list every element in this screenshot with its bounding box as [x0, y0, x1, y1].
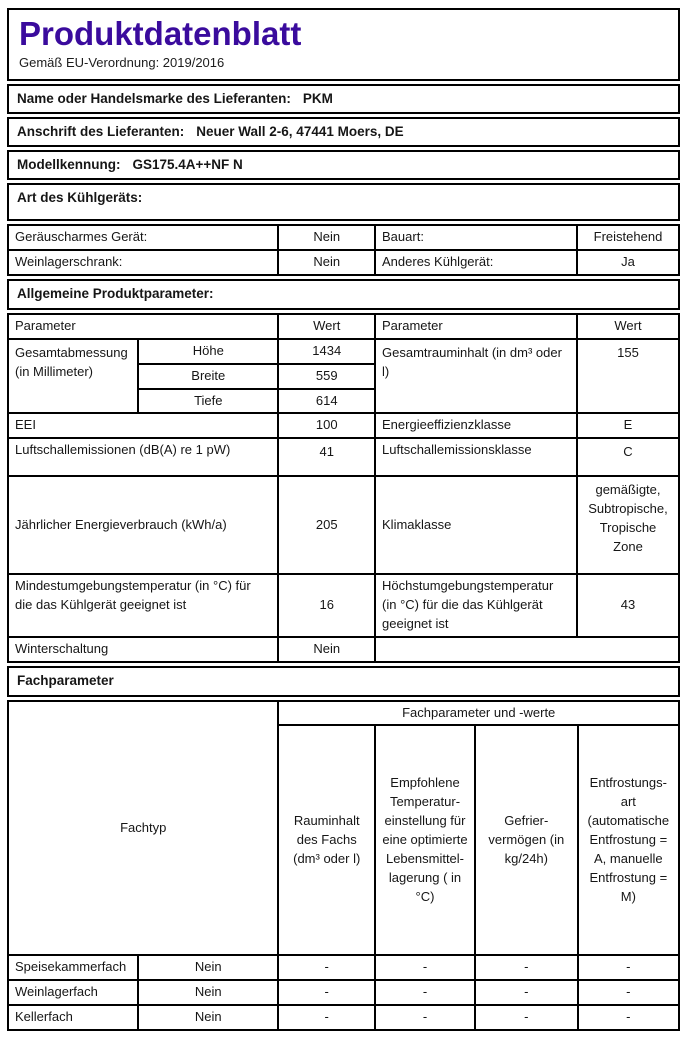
column-header: Wert [278, 314, 375, 339]
model-id-label: Modellkennung: [17, 157, 121, 172]
dimension-name: Tiefe [138, 389, 278, 414]
param-value: Nein [278, 250, 375, 275]
table-row [8, 637, 679, 662]
param-value: Nein [278, 225, 375, 250]
appliance-type-row [7, 183, 680, 221]
param-label: Winterschaltung [8, 637, 278, 662]
fach-value: - [278, 980, 375, 1005]
param-value: Nein [278, 637, 375, 662]
dimension-value: 559 [278, 364, 375, 389]
table-row [8, 438, 679, 476]
supplier-address-value: Neuer Wall 2-6, 47441 Moers, DE [196, 124, 404, 139]
supplier-address-label: Anschrift des Lieferanten: [17, 124, 185, 139]
param-value: 16 [278, 574, 375, 637]
param-label: Luftschallemissionen (dB(A) re 1 pW) [8, 438, 278, 476]
fach-value: - [375, 955, 475, 980]
dimension-name: Breite [138, 364, 278, 389]
appliance-type-label: Art des Kühlgeräts: [17, 190, 143, 205]
title-section [7, 8, 680, 81]
table-header-row [8, 701, 679, 726]
param-label: Höchstumgebungstemperatur (in °C) für die das Kühlgerät geeignet ist [375, 574, 577, 637]
fach-value: - [375, 1005, 475, 1030]
param-value: E [577, 413, 679, 438]
fach-value: - [578, 1005, 679, 1030]
general-parameters-table [7, 313, 680, 663]
table-row [8, 574, 679, 637]
param-label: Gesamtrauminhalt (in dm³ oder l) [375, 339, 577, 414]
table-row [8, 413, 679, 438]
param-label: Geräuscharmes Gerät: [8, 225, 278, 250]
empty-cell [375, 637, 679, 662]
param-value: 100 [278, 413, 375, 438]
fach-value: - [578, 955, 679, 980]
fach-value: - [475, 1005, 578, 1030]
fach-present: Nein [138, 955, 278, 980]
fach-value: - [375, 980, 475, 1005]
fachtyp-name: Weinlagerfach [8, 980, 138, 1005]
fach-present: Nein [138, 1005, 278, 1030]
column-header: Parameter [375, 314, 577, 339]
column-header: Rauminhalt des Fachs (dm³ oder l) [278, 725, 375, 955]
fach-value: - [278, 1005, 375, 1030]
compartment-table [7, 700, 680, 1031]
table-header-row [8, 314, 679, 339]
param-label: Gesamtabmessung (in Millimeter) [8, 339, 138, 414]
dimension-value: 1434 [278, 339, 375, 364]
fach-value: - [278, 955, 375, 980]
param-label: Jährlicher Energieverbrauch (kWh/a) [8, 476, 278, 574]
param-label: Anderes Kühlgerät: [375, 250, 577, 275]
table-row [8, 476, 679, 574]
model-id-row [7, 150, 680, 180]
group-header: Fachparameter und -werte [278, 701, 679, 726]
param-value: gemäßigte, Subtropische, Tropische Zone [577, 476, 679, 574]
table-row [8, 250, 679, 275]
compartment-parameters-heading: Fachparameter [7, 666, 680, 697]
fach-present: Nein [138, 980, 278, 1005]
param-label: Bauart: [375, 225, 577, 250]
supplier-name-row [7, 84, 680, 114]
column-header: Entfrostungs-art (automatische Entfrostung = A, manuelle Entfrostung = M) [578, 725, 679, 955]
param-label: Weinlagerschrank: [8, 250, 278, 275]
param-value: 205 [278, 476, 375, 574]
param-value: Freistehend [577, 225, 679, 250]
fach-value: - [578, 980, 679, 1005]
dimension-value: 614 [278, 389, 375, 414]
param-label: EEI [8, 413, 278, 438]
fachtyp-name: Speisekammerfach [8, 955, 138, 980]
regulation-subtitle: Gemäß EU-Verordnung: 2019/2016 [19, 55, 225, 70]
param-value: 155 [577, 339, 679, 414]
column-header: Parameter [8, 314, 278, 339]
fach-value: - [475, 980, 578, 1005]
table-row [8, 339, 679, 364]
appliance-type-table [7, 224, 680, 276]
supplier-address-row [7, 117, 680, 147]
supplier-name-value: PKM [302, 91, 333, 106]
table-row [8, 980, 679, 1005]
param-value: Ja [577, 250, 679, 275]
column-header: Gefrier-vermögen (in kg/24h) [475, 725, 578, 955]
fachtyp-header: Fachtyp [8, 701, 278, 956]
param-label: Klimaklasse [375, 476, 577, 574]
table-row [8, 225, 679, 250]
param-label: Mindestumgebungstemperatur (in °C) für die das Kühlgerät geeignet ist [8, 574, 278, 637]
column-header: Empfohlene Temperatur-einstellung für eine optimierte Lebensmittel-lagerung ( in °C) [375, 725, 475, 955]
param-value: C [577, 438, 679, 476]
fach-value: - [475, 955, 578, 980]
fachtyp-name: Kellerfach [8, 1005, 138, 1030]
supplier-name-label: Name oder Handelsmarke des Lieferanten: [17, 91, 291, 106]
dimension-name: Höhe [138, 339, 278, 364]
table-row [8, 955, 679, 980]
param-label: Energieeffizienzklasse [375, 413, 577, 438]
model-id-value: GS175.4A++NF N [132, 157, 243, 172]
page-title: Produktdatenblatt [19, 15, 302, 52]
param-value: 41 [278, 438, 375, 476]
table-row [8, 1005, 679, 1030]
param-value: 43 [577, 574, 679, 637]
param-label: Luftschallemissionsklasse [375, 438, 577, 476]
column-header: Wert [577, 314, 679, 339]
general-parameters-heading: Allgemeine Produktparameter: [7, 279, 680, 310]
